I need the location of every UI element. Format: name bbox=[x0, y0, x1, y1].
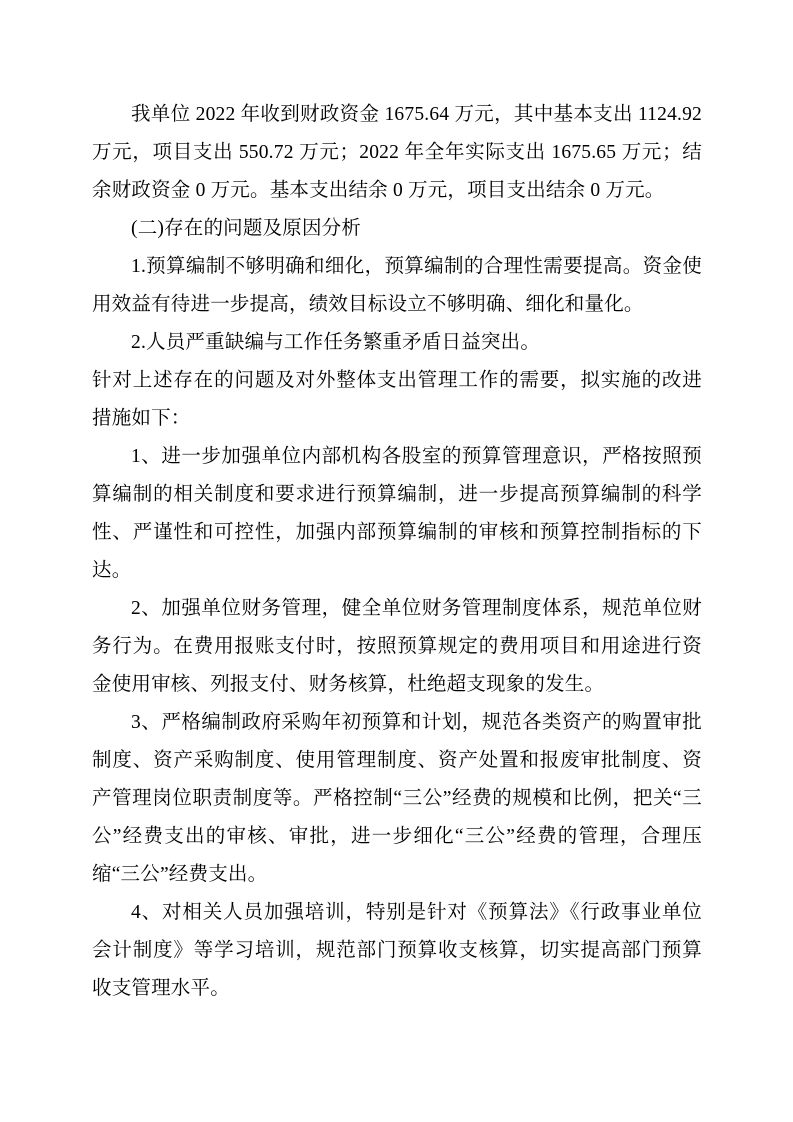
paragraph-financial-summary: 我单位 2022 年收到财政资金 1675.64 万元，其中基本支出 1124.92 万元，项目支出 550.72 万元；2022 年全年实际支出 1675.65 万元；结余财政资金 0 万元。基本支出结余 0 万元，项目支出结余 0 万元。 bbox=[92, 104, 702, 201]
paragraph-issue-2: 2.人员严重缺编与工作任务繁重矛盾日益突出。 bbox=[131, 332, 541, 353]
paragraph-measure-1: 1、进一步加强单位内部机构各股室的预算管理意识，严格按照预算编制的相关制度和要求进行预算编制，进一步提高预算编制的科学性、严谨性和可控性，加强内部预算编制的审核和预算控制指标的下达。 bbox=[92, 446, 702, 581]
paragraph-measure-3: 3、严格编制政府采购年初预算和计划，规范各类资产的购置审批制度、资产采购制度、使用管理制度、资产处置和报废审批制度、资产管理岗位职责制度等。严格控制“三公”经费的规模和比例，把关“三公”经费支出的审核、审批，进一步细化“三公”经费的管理，合理压缩“三公”经费支出。 bbox=[92, 712, 702, 885]
paragraph-section-heading: (二)存在的问题及原因分析 bbox=[131, 218, 362, 239]
paragraph-measure-4: 4、对相关人员加强培训，特别是针对《预算法》《行政事业单位会计制度》等学习培训，规范部门预算收支核算，切实提高部门预算收支管理水平。 bbox=[92, 902, 702, 999]
paragraph-issue-1: 1.预算编制不够明确和细化，预算编制的合理性需要提高。资金使用效益有待进一步提高，绩效目标设立不够明确、细化和量化。 bbox=[92, 256, 702, 315]
paragraph-measure-2: 2、加强单位财务管理，健全单位财务管理制度体系，规范单位财务行为。在费用报账支付时，按照预算规定的费用项目和用途进行资金使用审核、列报支付、财务核算，杜绝超支现象的发生。 bbox=[92, 598, 702, 695]
document-body bbox=[92, 96, 702, 1008]
paragraph-measures-intro: 针对上述存在的问题及对外整体支出管理工作的需要，拟实施的改进措施如下： bbox=[92, 370, 702, 429]
